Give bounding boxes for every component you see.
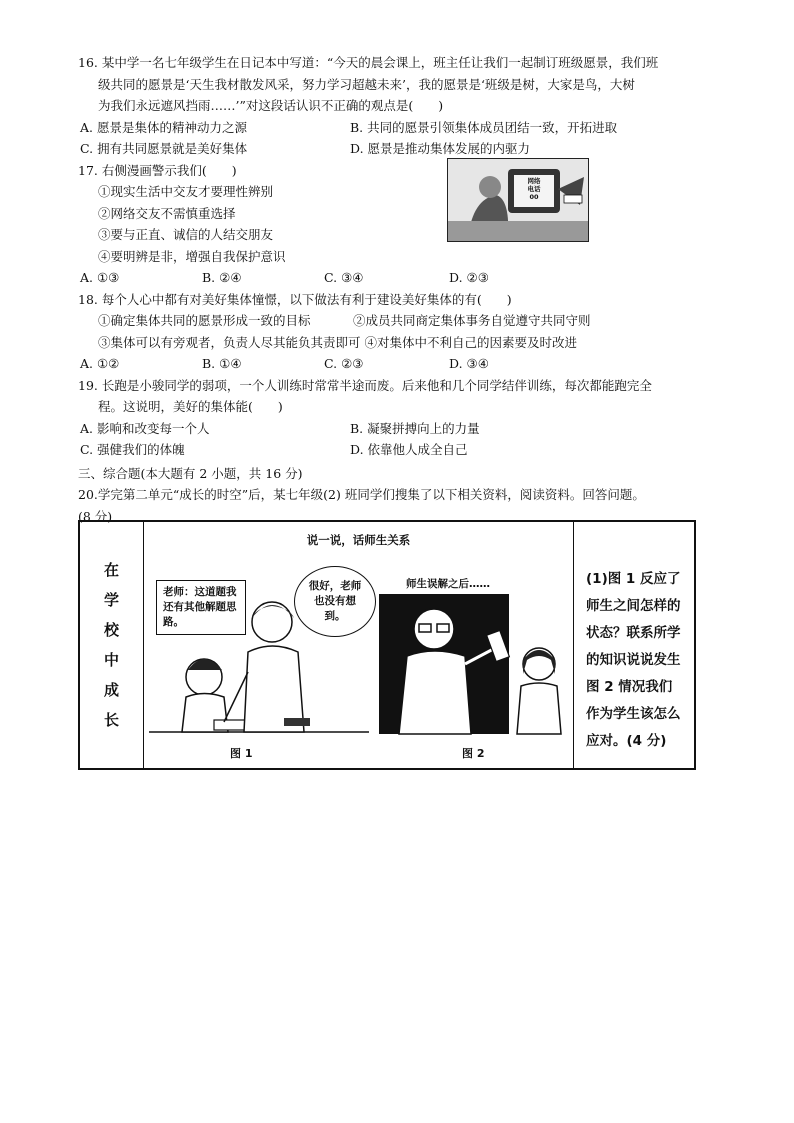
q16-stem-line-2: 级共同的愿景是‘天生我材散发风采，努力学习超越未来’，我的愿景是‘班级是树，大家是鸟，大树 xyxy=(98,76,635,92)
q19-option-a[interactable]: A. 影响和改变每一个人 xyxy=(80,420,210,436)
q19-option-c[interactable]: C. 强健我们的体魄 xyxy=(80,442,185,457)
q20-sub-question-1: (1)图 1 反应了师生之间怎样的状态？联系所学的知识说说发生图 2 情况我们作为学生该怎么应对。(4 分) xyxy=(586,571,681,749)
q18-stem: 18. 每个人心中都有对美好集体憧憬，以下做法有利于建设美好集体的有( ) xyxy=(78,291,512,307)
question-18 xyxy=(78,289,718,375)
q18-item-2: ②成员共同商定集体事务自觉遵守共同守则 xyxy=(353,313,591,328)
q17-option-a[interactable]: A. ①③ xyxy=(80,270,120,285)
side-char-6: 长 xyxy=(103,711,119,729)
q18-options xyxy=(78,353,718,375)
figure-2-label: 图 2 xyxy=(462,746,485,760)
q16-option-d[interactable]: D. 愿景是推动集体发展的内驱力 xyxy=(350,141,531,156)
q17-option-d[interactable]: D. ②③ xyxy=(449,270,489,285)
q17-item-4: ④要明辨是非，增强自我保护意识 xyxy=(98,248,286,264)
teacher-speech-bubble: 很好，老师也没有想到。 xyxy=(294,566,376,637)
figure-2-drawing xyxy=(379,594,569,742)
q19-option-d[interactable]: D. 依靠他人成全自己 xyxy=(350,442,468,457)
q17-item-2: ②网络交友不需慎重选择 xyxy=(98,205,236,221)
question-16 xyxy=(78,52,718,160)
side-label-vertical xyxy=(80,522,143,768)
figure-1-label: 图 1 xyxy=(230,746,253,760)
q17-stem: 17. 右侧漫画警示我们( ) xyxy=(78,162,237,178)
q16-option-b[interactable]: B. 共同的愿景引领集体成员团结一致，开拓进取 xyxy=(350,119,618,135)
q18-item-1: ①确定集体共同的愿景形成一致的目标 xyxy=(98,313,311,328)
side-char-4: 中 xyxy=(103,651,119,669)
q17-option-b[interactable]: B. ②④ xyxy=(202,270,242,285)
q20-stem-line-2: (8 分) xyxy=(78,508,113,524)
q17-item-1: ①现实生活中交友才要理性辨别 xyxy=(98,184,274,199)
table-question-cell xyxy=(574,522,694,768)
q16-options xyxy=(78,117,718,160)
student-speech-bubble: 老师：这道题我还有其他解题思路。 xyxy=(156,580,246,635)
figure-2-caption: 师生误解之后…… xyxy=(406,578,490,590)
exam-page xyxy=(78,52,718,527)
comic-title: 说一说，话师生关系 xyxy=(306,533,411,547)
q19-stem-line-1: 19. 长跑是小骏同学的弱项，一个人训练时常常半途而废。后来他和几个同学结伴训练，每次都能跑完全 xyxy=(78,377,652,393)
q16-stem-line-3: 为我们永远遮风挡雨……’”对这段话认识不正确的观点是( ) xyxy=(98,98,444,113)
table-comic-cell xyxy=(144,522,574,768)
q20-stem-line-1: 20.学完第二单元“成长的时空”后，某七年级(2) 班同学们搜集了以下相关资料，阅读资料。回答问题。 xyxy=(78,487,645,502)
cartoon-screen-text: 网络 电话 00 xyxy=(527,177,541,201)
q17-option-c[interactable]: C. ③④ xyxy=(324,270,364,285)
question-17 xyxy=(78,160,718,289)
q17-cartoon-image xyxy=(447,158,589,242)
q18-option-a[interactable]: A. ①② xyxy=(80,356,120,371)
q20-material-table xyxy=(78,520,696,770)
question-19 xyxy=(78,375,718,461)
side-char-2: 学 xyxy=(103,591,119,609)
q19-options xyxy=(78,418,718,461)
q18-items-row-1 xyxy=(78,310,718,332)
q17-item-3: ③要与正直、诚信的人结交朋友 xyxy=(98,227,274,242)
q16-option-c[interactable]: C. 拥有共同愿景就是美好集体 xyxy=(80,141,248,156)
q18-option-c[interactable]: C. ②③ xyxy=(324,356,364,371)
q18-option-d[interactable]: D. ③④ xyxy=(449,356,489,371)
q19-option-b[interactable]: B. 凝聚拼搏向上的力量 xyxy=(350,420,480,436)
q17-options xyxy=(78,267,718,289)
side-char-5: 成 xyxy=(103,681,119,699)
q16-option-a[interactable]: A. 愿景是集体的精神动力之源 xyxy=(80,119,247,135)
side-char-3: 校 xyxy=(103,621,119,639)
q18-option-b[interactable]: B. ①④ xyxy=(202,356,242,371)
section-3-heading: 三、综合题(本大题有 2 小题，共 16 分) xyxy=(78,465,303,481)
table-side-label-cell xyxy=(80,522,144,768)
q18-items-row-2: ③集体可以有旁观者，负责人尽其能负其责即可 ④对集体中不利自己的因素要及时改进 xyxy=(98,334,577,350)
q16-stem-line-1: 16. 某中学一名七年级学生在日记本中写道：“今天的晨会课上，班主任让我们一起制订班级愿景，我们班 xyxy=(78,55,659,70)
q19-stem-line-2: 程。这说明，美好的集体能( ) xyxy=(98,399,283,414)
side-char-1: 在 xyxy=(103,561,119,579)
